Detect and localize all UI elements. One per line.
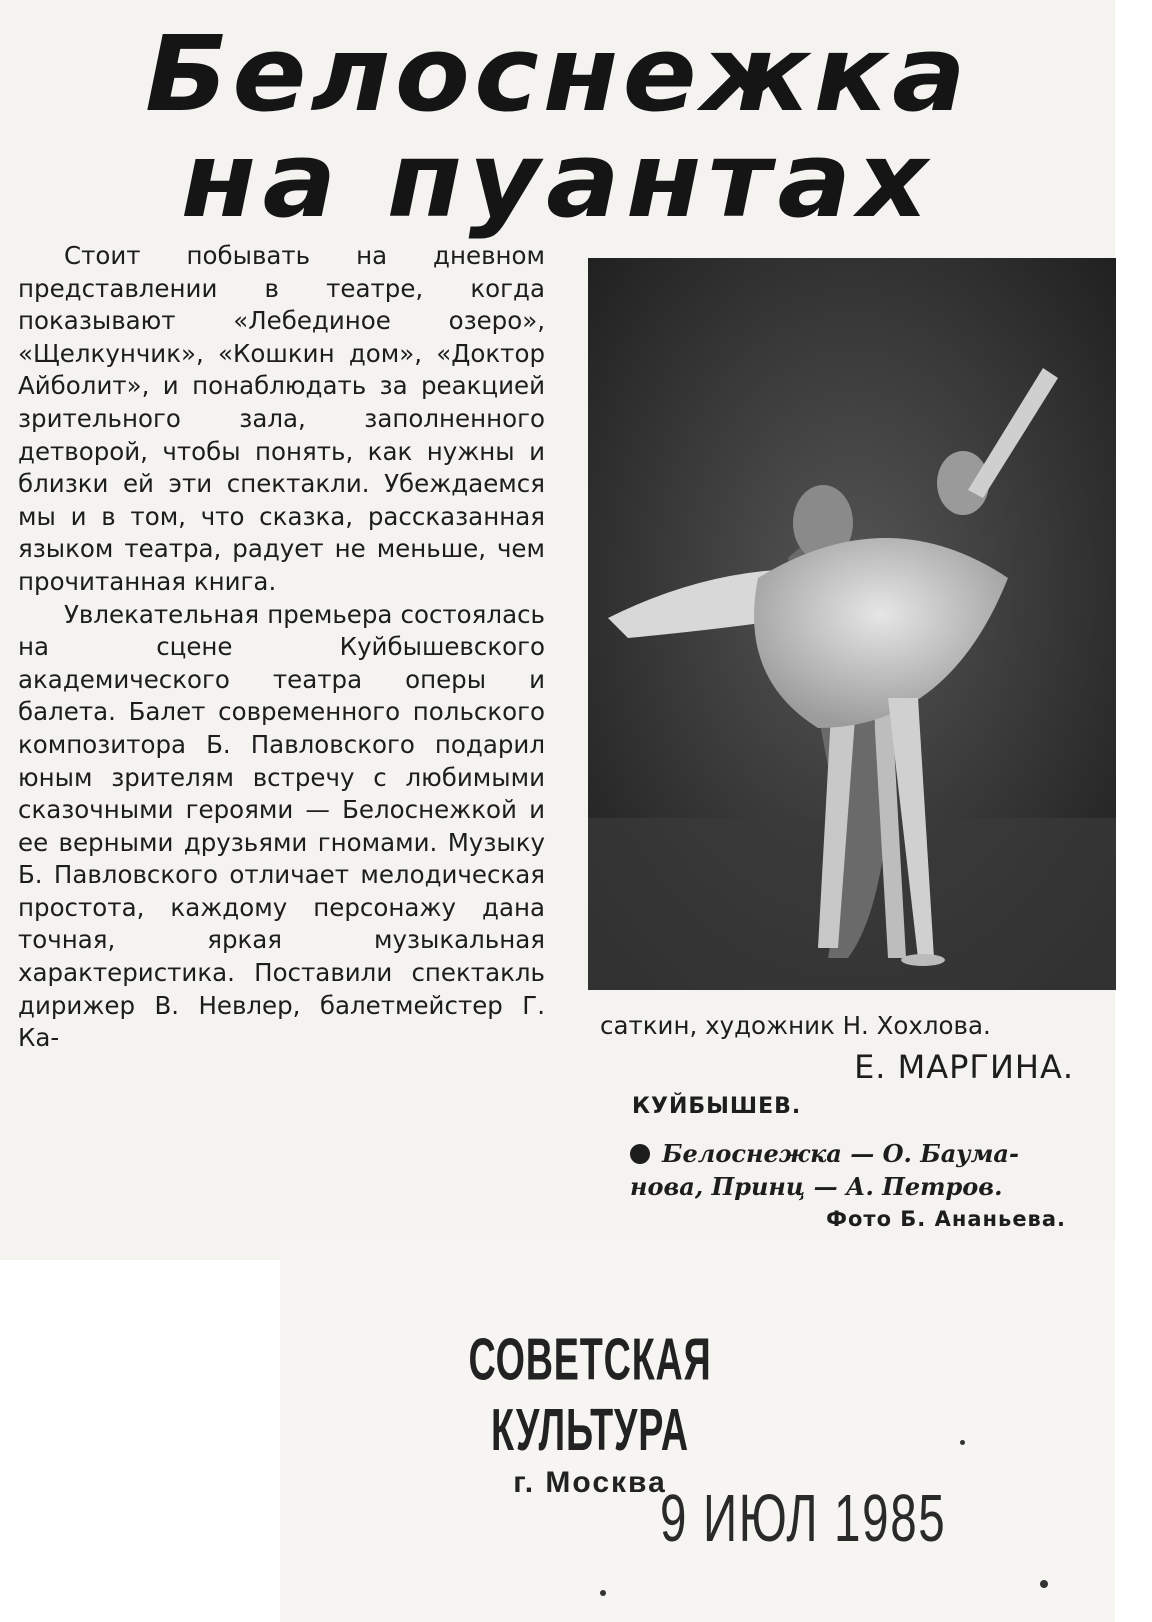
stamp-newspaper-name: СОВЕТСКАЯ КУЛЬТУРА [468, 1325, 712, 1463]
photo-credit: Фото Б. Ананьева. [826, 1207, 1066, 1231]
ballet-photo [588, 258, 1116, 990]
author-byline: Е. МАРГИНА. [854, 1048, 1074, 1086]
stamp-date: 9 ИЮЛ 1985 [660, 1481, 947, 1556]
caption-column [600, 1010, 1110, 1231]
article-body [18, 240, 545, 1055]
headline-line-2: на пуантах [180, 119, 935, 241]
article-paragraph-1: Стоит побывать на дневном представлении в театре, когда показывают «Лебединое озеро», «Щелкунчик», «Кошкин дом», «Доктор Айболит», и понаблюдать за реакцией зрительного зала, заполненного детворой, чтобы понять, как нужны и близки ей эти спектакли. Убеждаемся мы и в том, что сказка, рассказанная языком театра, радует не меньше, чем прочитанная книга. [18, 241, 545, 596]
dateline-city: КУЙБЫШЕВ. [632, 1094, 802, 1119]
headline-line-1: Белоснежка [144, 13, 971, 135]
photo-caption-line-1: Белоснежка — О. Баума- [662, 1139, 1019, 1168]
photo-caption-line-2: нова, Принц — А. Петров. [630, 1172, 1003, 1201]
photo-caption [600, 1137, 1110, 1203]
stamp-city: г. Москва [513, 1466, 667, 1499]
ballet-dancers-illustration [588, 258, 1116, 990]
article-continuation: саткин, художник Н. Хохлова. [600, 1011, 991, 1040]
article-paragraph-2: Увлекательная премьера состоялась на сцене Куйбышевского академического театра оперы и балета. Балет современного польского композитора Б. Павловского подарил юным зрителям встречу с любимыми сказочными героями — Белоснежкой и ее верными друзьями гномами. Музыку Б. Павловского отличает мелодическая простота, каждому персонажу дана точная, яркая музыкальная характеристика. Поставили спектакль дирижер В. Невлер, балетмейстер Г. Ка- [18, 599, 545, 1053]
ink-speck [960, 1440, 965, 1445]
bullet-icon [630, 1144, 650, 1164]
newspaper-stamp [340, 1325, 840, 1500]
ink-speck [1040, 1580, 1048, 1588]
ink-speck [600, 1590, 606, 1596]
